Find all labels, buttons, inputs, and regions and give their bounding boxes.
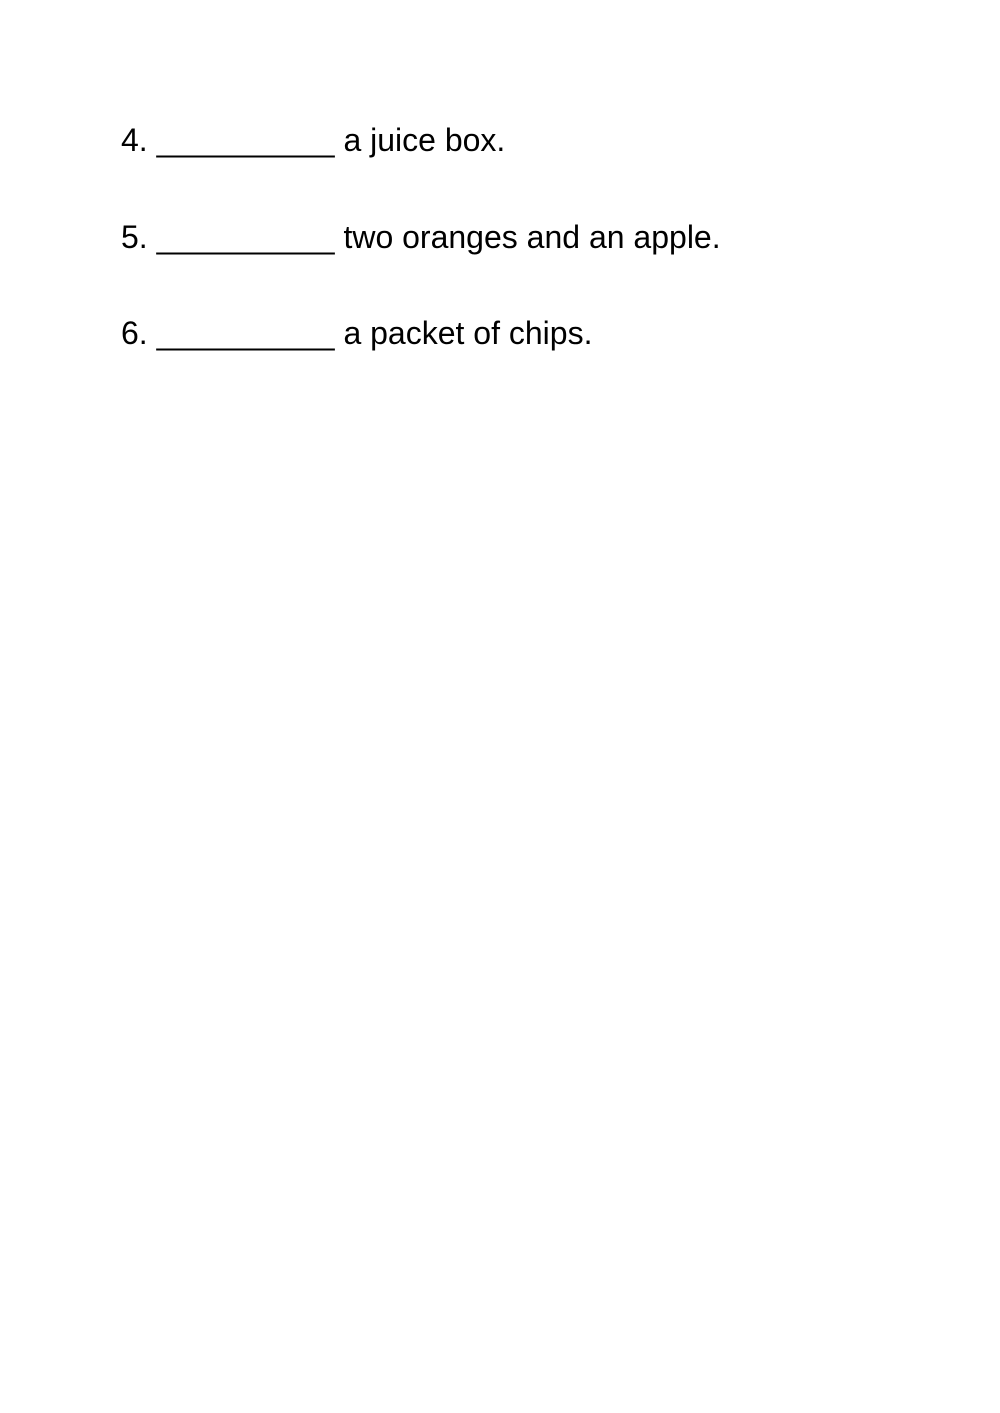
answer-blank: __________ bbox=[156, 219, 335, 255]
question-number: 6. bbox=[121, 315, 148, 351]
question-item-4 bbox=[121, 120, 505, 160]
question-item-6 bbox=[121, 313, 592, 353]
question-item-5 bbox=[121, 217, 721, 257]
question-number: 5. bbox=[121, 219, 148, 255]
answer-blank: __________ bbox=[156, 315, 335, 351]
question-number: 4. bbox=[121, 122, 148, 158]
question-text: two oranges and an apple. bbox=[343, 219, 721, 255]
answer-blank: __________ bbox=[156, 122, 335, 158]
question-text: a juice box. bbox=[343, 122, 506, 158]
question-text: a packet of chips. bbox=[343, 315, 593, 351]
